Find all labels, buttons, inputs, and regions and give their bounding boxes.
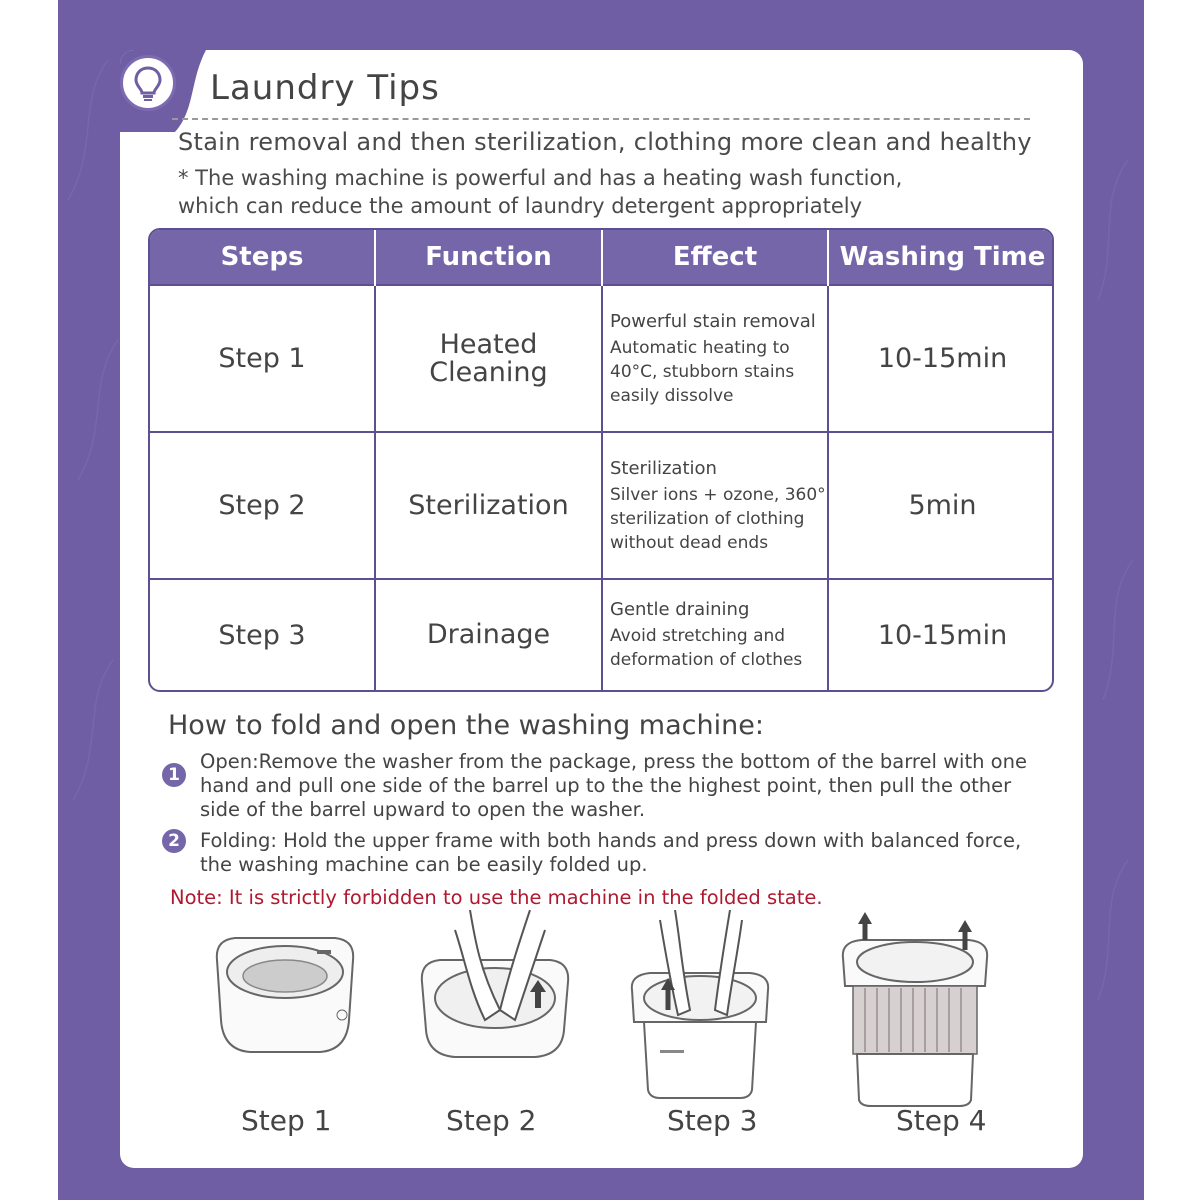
effect-cell xyxy=(602,579,828,690)
effect-line: easily dissolve xyxy=(610,385,734,406)
function-line: Heated xyxy=(439,328,538,360)
number-2-icon: 2 xyxy=(162,829,186,853)
lightbulb-icon xyxy=(133,66,163,102)
header-steps: Steps xyxy=(150,230,375,285)
table-row xyxy=(150,579,1054,690)
header-function: Function xyxy=(375,230,602,285)
function-line: Cleaning xyxy=(429,356,548,388)
howto-fold-text: Folding: Hold the upper frame with both hands and press down with balanced force, the washing machine can be easily folded up. xyxy=(200,829,1022,876)
effect-title: Sterilization xyxy=(610,457,717,479)
effect-line: sterilization of clothing xyxy=(610,508,805,529)
page-title: Laundry Tips xyxy=(210,68,440,108)
step-cell: Step 3 xyxy=(150,579,375,690)
header-effect: Effect xyxy=(602,230,828,285)
effect-line: deformation of clothes xyxy=(610,650,803,670)
effect-line: Avoid stretching and xyxy=(610,626,786,646)
effect-line: 40°C, stubborn stains xyxy=(610,361,795,382)
table-row xyxy=(150,285,1054,432)
steps-table xyxy=(148,228,1054,692)
step-2-washer-illustration xyxy=(410,910,580,1080)
time-cell: 5min xyxy=(828,432,1054,579)
step-1-washer-illustration xyxy=(205,910,365,1080)
step-cell: Step 2 xyxy=(150,432,375,579)
step-label-3: Step 3 xyxy=(667,1104,758,1137)
step-label-2: Step 2 xyxy=(446,1104,537,1137)
subtitle: Stain removal and then sterilization, clothing more clean and healthy xyxy=(178,128,1032,156)
function-cell xyxy=(375,285,602,432)
time-cell: 10-15min xyxy=(828,285,1054,432)
howto-open-text: Open:Remove the washer from the package, press the bottom of the barrel with one hand and pull one side of the barrel up to the the highest point, then pull the other side of the barrel upward to open the washer. xyxy=(200,750,1027,821)
effect-line: without dead ends xyxy=(610,532,769,553)
time-cell: 10-15min xyxy=(828,579,1054,690)
effect-title: Powerful stain removal xyxy=(610,310,816,332)
howto-title: How to fold and open the washing machine: xyxy=(168,710,764,741)
laundry-tips-card xyxy=(120,50,1083,1168)
step-3-washer-illustration xyxy=(620,910,780,1100)
step-label-1: Step 1 xyxy=(241,1104,332,1137)
step-4-washer-illustration xyxy=(835,910,995,1110)
step-cell: Step 1 xyxy=(150,285,375,432)
title-divider xyxy=(172,118,1030,120)
effect-line: Automatic heating to xyxy=(610,337,790,358)
note-line-1: * The washing machine is powerful and has a heating wash function, xyxy=(178,166,903,190)
warning-note: Note: It is strictly forbidden to use the machine in the folded state. xyxy=(170,886,823,909)
step-label-4: Step 4 xyxy=(896,1104,987,1137)
function-line: Sterilization xyxy=(408,489,569,521)
number-1-icon: 1 xyxy=(162,763,186,787)
effect-cell xyxy=(602,285,828,432)
lightbulb-badge xyxy=(120,55,176,111)
effect-cell xyxy=(602,432,828,579)
header-washing-time: Washing Time xyxy=(828,230,1054,285)
table-row xyxy=(150,432,1054,579)
effect-title: Gentle draining xyxy=(610,599,750,620)
function-cell xyxy=(375,579,602,690)
note-line-2: which can reduce the amount of laundry detergent appropriately xyxy=(178,194,863,218)
function-cell xyxy=(375,432,602,579)
effect-line: Silver ions + ozone, 360° xyxy=(610,484,826,505)
function-line: Drainage xyxy=(426,619,551,650)
